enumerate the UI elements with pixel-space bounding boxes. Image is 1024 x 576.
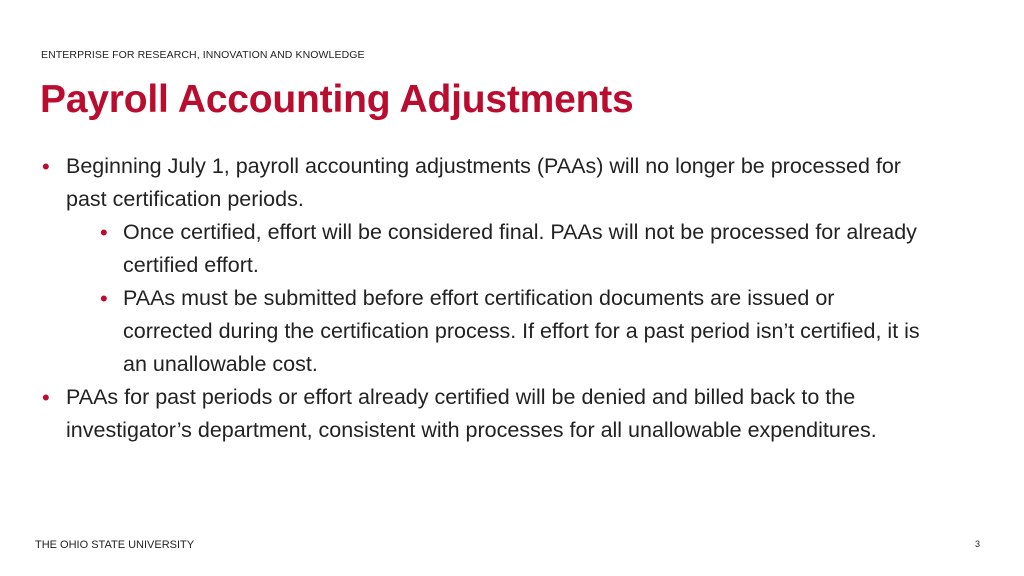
sub-bullet-item <box>0 282 923 381</box>
bullet-icon: • <box>100 220 108 245</box>
bullet-text: Once certified, effort will be considered final. PAAs will not be processed for already certified effort. <box>123 220 917 277</box>
bullet-text: PAAs for past periods or effort already certified will be denied and billed back to the investigator’s department, consistent with processes for all unallowable expenditures. <box>66 385 877 442</box>
bullet-list <box>0 150 1024 447</box>
bullet-icon: • <box>42 154 50 179</box>
page-number: 3 <box>975 539 981 549</box>
slide-title: Payroll Accounting Adjustments <box>40 78 634 121</box>
footer-university: THE OHIO STATE UNIVERSITY <box>35 539 195 551</box>
bullet-icon: • <box>100 286 108 311</box>
bullet-icon: • <box>42 385 50 410</box>
sub-bullet-item <box>0 216 923 282</box>
bullet-item <box>0 150 946 216</box>
bullet-text: PAAs must be submitted before effort certification documents are issued or corrected during the certification process. If effort for a past period isn’t certified, it is an unallowable cost. <box>123 286 920 376</box>
bullet-text: Beginning July 1, payroll accounting adjustments (PAAs) will no longer be processed for past certification periods. <box>66 154 901 211</box>
bullet-item <box>0 381 946 447</box>
organization-header: ENTERPRISE FOR RESEARCH, INNOVATION AND KNOWLEDGE <box>41 49 365 61</box>
